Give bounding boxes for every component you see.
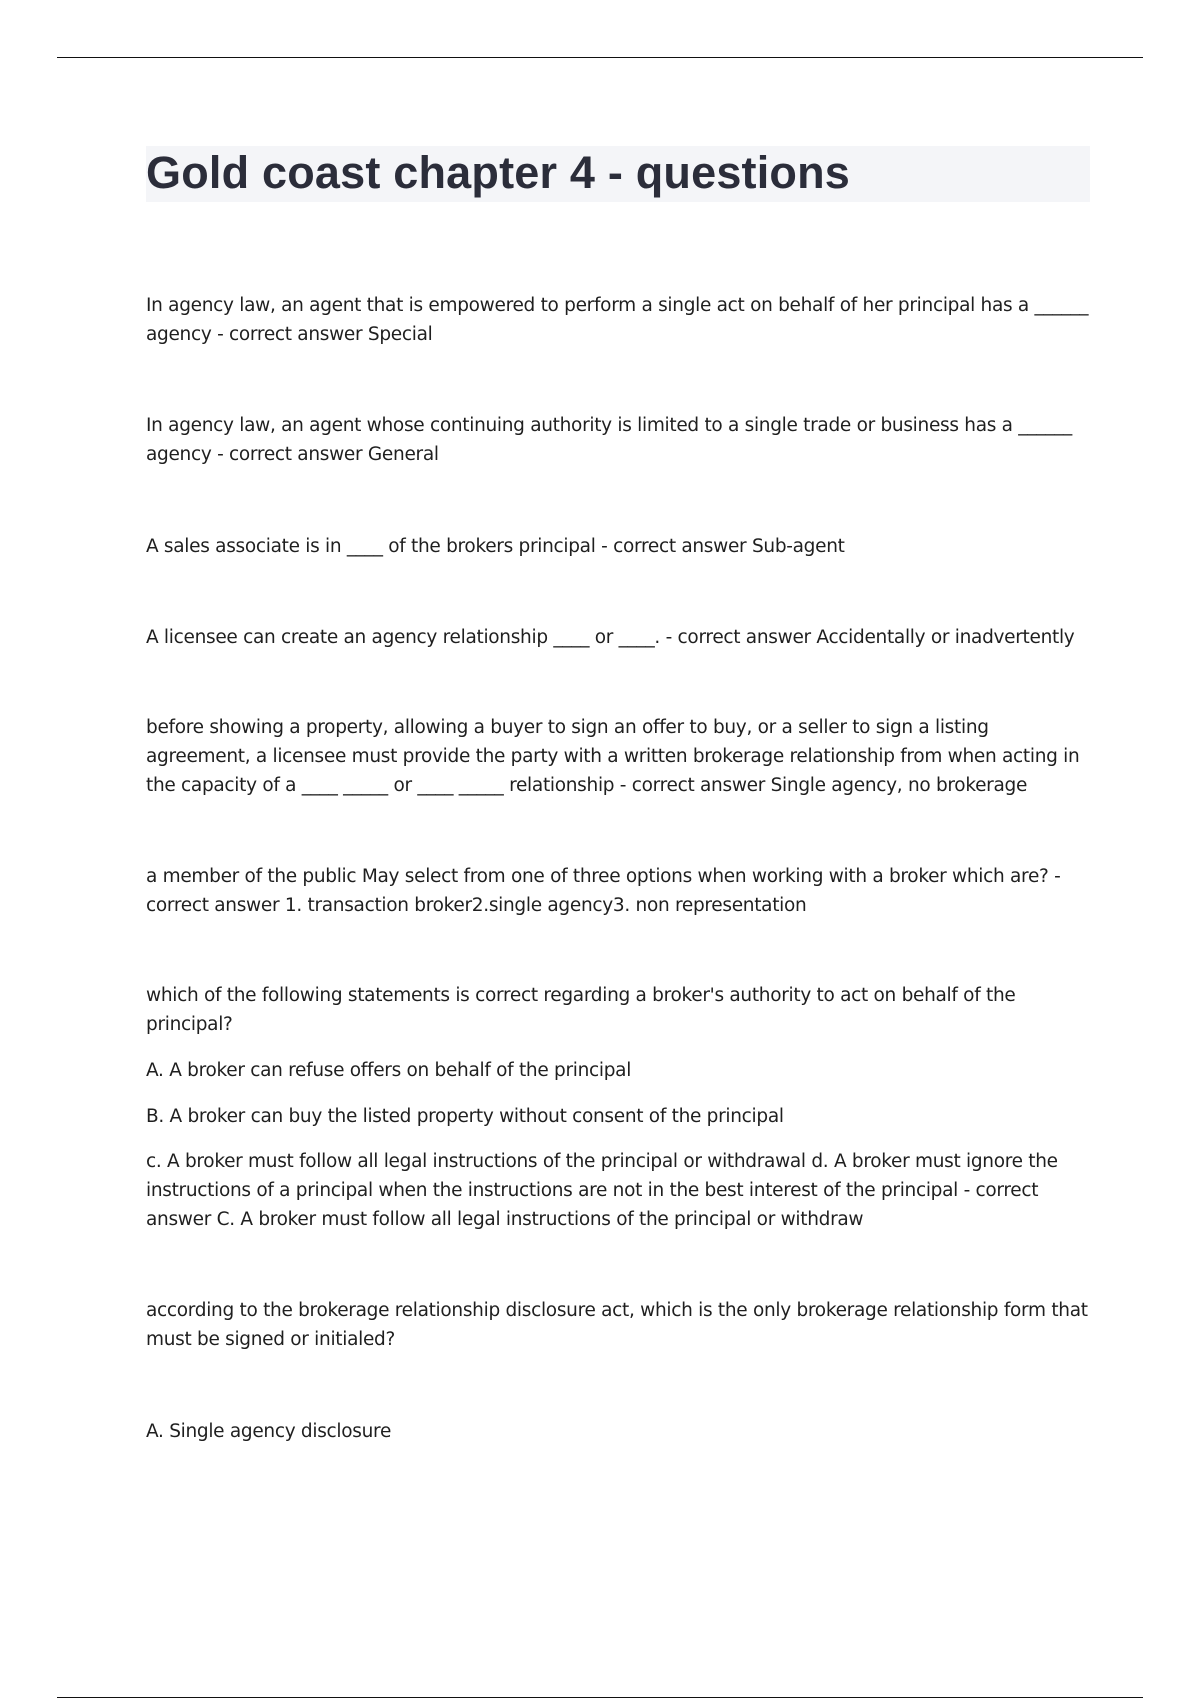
- question-5-text: before showing a property, allowing a buyer to sign an offer to buy, or a seller to sign a listing agreement, a licensee must provide the party with a written brokerage relationship from when acting in the capacity of a ____ _____ or ____ _____ relationship - correct answer Single agency, no brokerage: [146, 717, 1080, 796]
- question-1: [146, 291, 1090, 349]
- question-8: [146, 1296, 1090, 1354]
- question-7-stem: which of the following statements is correct regarding a broker's authority to act on behalf of the principal?: [146, 985, 1016, 1035]
- question-6-text: a member of the public May select from one of three options when working with a broker which are? - correct answer 1. transaction broker2.single agency3. non representation: [146, 866, 1061, 916]
- question-5: [146, 713, 1090, 800]
- question-8-option-a: A. Single agency disclosure: [146, 1421, 392, 1442]
- question-7-option-b: B. A broker can buy the listed property without consent of the principal: [146, 1106, 784, 1127]
- question-7-option-cd: c. A broker must follow all legal instructions of the principal or withdrawal d. A broker must ignore the instructions of a principal when the instructions are not in the best interest of the principal - correct answer C. A broker must follow all legal instructions of the principal or withdraw: [146, 1151, 1058, 1230]
- question-3-text: A sales associate is in ____ of the brokers principal - correct answer Sub-agent: [146, 536, 845, 557]
- question-6: [146, 862, 1090, 920]
- question-8-stem: according to the brokerage relationship disclosure act, which is the only brokerage relationship form that must be signed or initialed?: [146, 1300, 1088, 1350]
- question-3: [146, 532, 1090, 561]
- question-7-option-a: A. A broker can refuse offers on behalf of the principal: [146, 1060, 632, 1081]
- bottom-rule: [57, 1697, 1143, 1698]
- question-1-text: In agency law, an agent that is empowered to perform a single act on behalf of her principal has a ______ agency - correct answer Special: [146, 295, 1089, 345]
- question-2-text: In agency law, an agent whose continuing authority is limited to a single trade or business has a ______ agency - correct answer General: [146, 415, 1072, 465]
- question-2: [146, 411, 1090, 469]
- page-title: Gold coast chapter 4 - questions: [146, 147, 851, 198]
- top-rule: [57, 57, 1143, 58]
- question-4-text: A licensee can create an agency relationship ____ or ____. - correct answer Accidentally or inadvertently: [146, 627, 1075, 648]
- question-7: [146, 981, 1090, 1039]
- question-4: [146, 623, 1090, 652]
